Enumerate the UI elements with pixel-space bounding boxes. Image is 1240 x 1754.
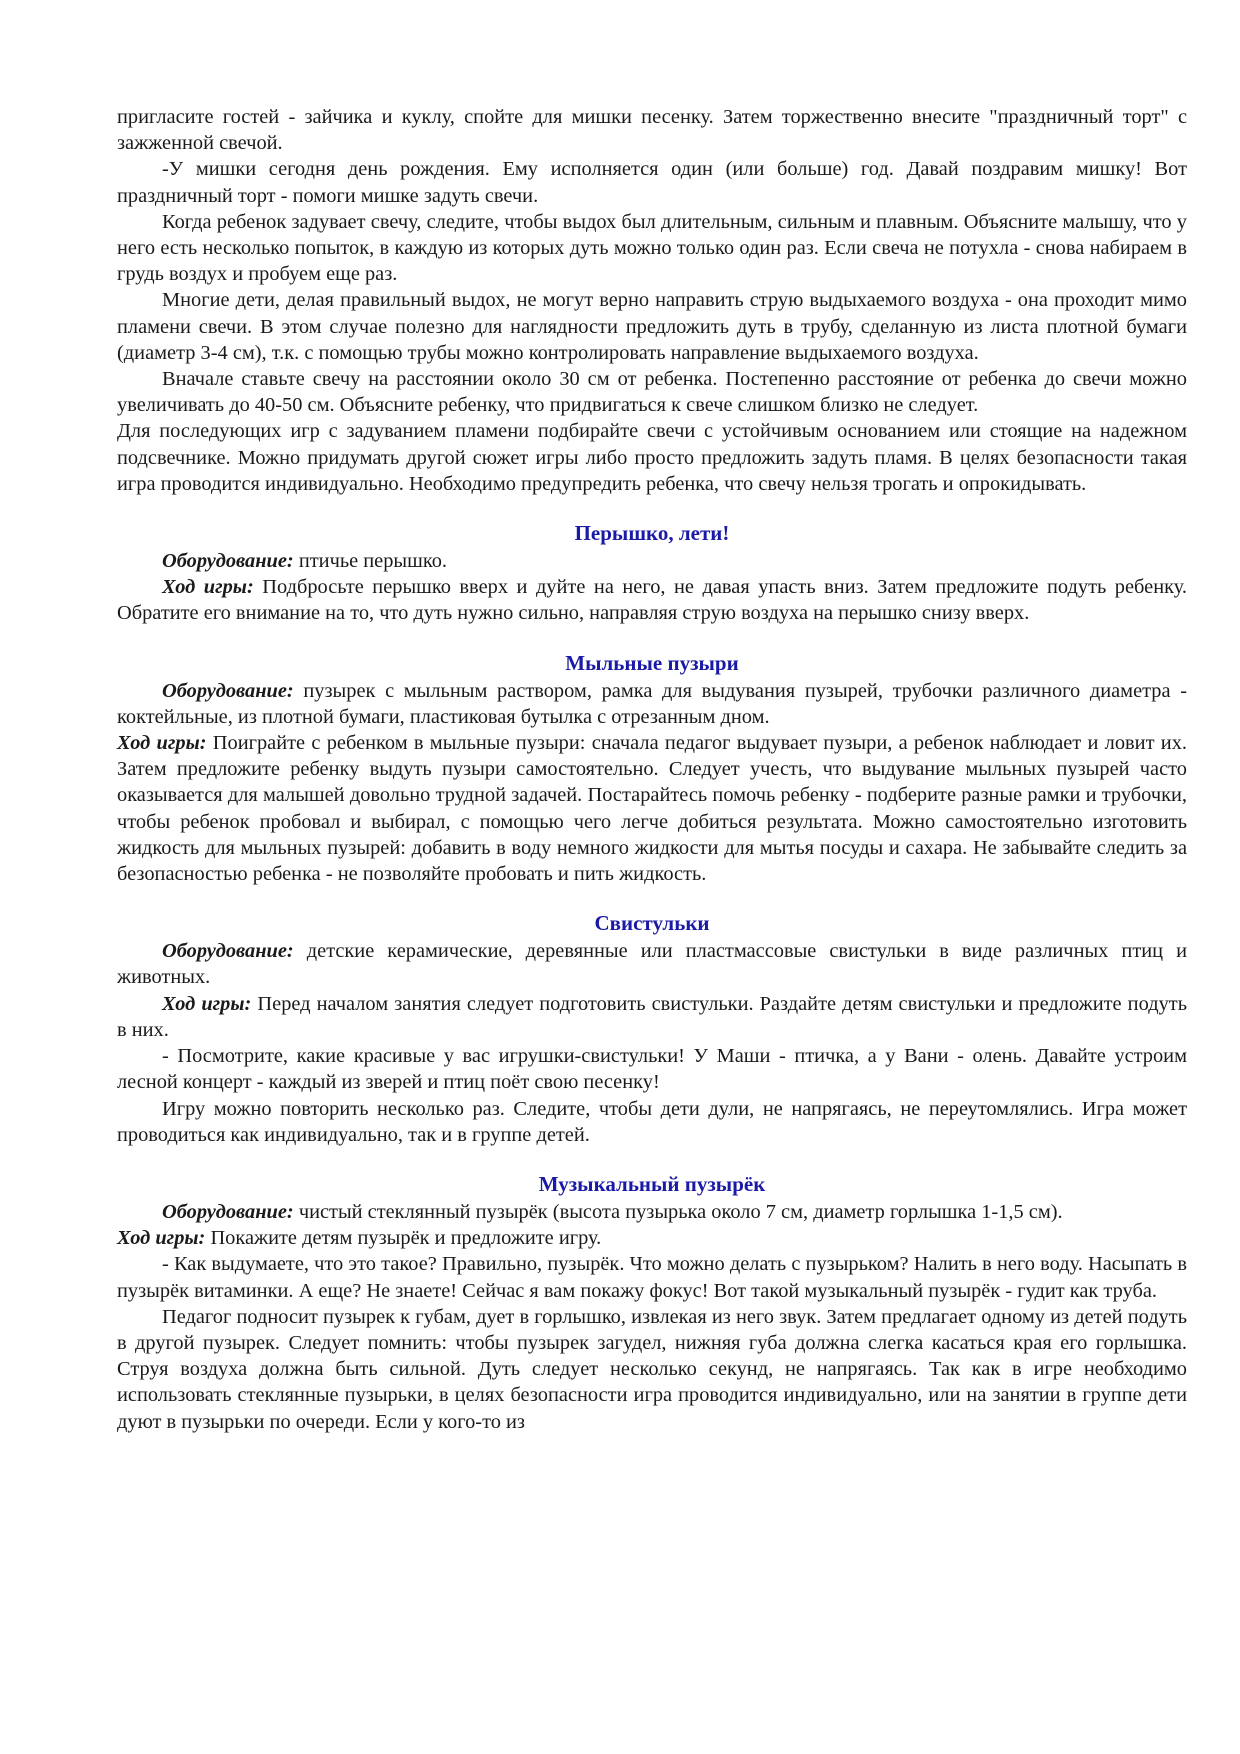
musical-equipment (117, 1199, 1187, 1225)
section-title-whistles: Свистульки (594, 911, 710, 936)
section-title-feather: Перышко, лети! (574, 521, 730, 546)
feather-process (117, 574, 1187, 626)
document-page (117, 104, 1187, 1435)
equipment-text: чистый стеклянный пузырёк (высота пузырька около 7 см, диаметр горлышка 1-1,5 см). (293, 1200, 1063, 1223)
musical-speech: - Как выдумаете, что это такое? Правильно, пузырёк. Что можно делать с пузырьком? Налить в него воду. Насыпать в пузырёк витаминки. А еще? Не знаете! Сейчас я вам покажу фокус! Вот такой музыкальный пузырёк - гудит как труба. (117, 1253, 1187, 1302)
musical-note: Педагог подносит пузырек к губам, дует в горлышко, извлекая из него звук. Затем предлагает одному из детей подуть в другой пузырек. Следует помнить: чтобы пузырек загудел, нижняя губа должна слегка касаться края его горлышка. Струя воздуха должна быть сильной. Дуть следует несколько секунд, не напрягаясь. Так как в игре необходимо использовать стеклянные пузырьки, в целях безопасности игра проводится индивидуально, или на занятии в группе дети дуют в пузырьки по очереди. Если у кого-то из (117, 1305, 1187, 1433)
section-title-musical: Музыкальный пузырёк (538, 1171, 766, 1196)
whistles-note: Игру можно повторить несколько раз. Следите, чтобы дети дули, не напрягаясь, не переутомлялись. Игра может проводиться как индивидуально, так и в группе детей. (117, 1097, 1187, 1146)
equipment-text: пузырек с мыльным раствором, рамка для выдувания пузырей, трубочки различного диаметра - коктейльные, из плотной бумаги, пластиковая бутылка с отрезанным дном. (117, 679, 1187, 728)
process-text: Перед началом занятия следует подготовить свистульки. Раздайте детям свистульки и предложите подуть в них. (117, 992, 1187, 1041)
equipment-label: Оборудование: (162, 940, 294, 963)
equipment-label: Оборудование: (162, 679, 294, 702)
section-title-bubbles: Мыльные пузыри (565, 650, 739, 675)
equipment-text: птичье перышко. (293, 550, 447, 573)
intro-paragraph: -У мишки сегодня день рождения. Ему исполняется один (или больше) год. Давай поздравим мишку! Вот праздничный торт - помоги мишке задуть свечи. (117, 158, 1187, 207)
process-label: Ход игры: (117, 1227, 206, 1250)
equipment-label: Оборудование: (162, 1200, 294, 1223)
intro-paragraph: Для последующих игр с задуванием пламени подбирайте свечи с устойчивым основанием или стоящие на надежном подсвечнике. Можно придумать другой сюжет игры либо просто предложить задуть пламя. В целях безопасности такая игра проводится индивидуально. Необходимо предупредить ребенка, что свечу нельзя трогать и опрокидывать. (117, 420, 1187, 495)
bubbles-equipment (117, 678, 1187, 730)
musical-process (117, 1225, 1187, 1251)
intro-paragraph: Когда ребенок задувает свечу, следите, чтобы выдох был длительным, сильным и плавным. Объясните малышу, что у него есть несколько попыток, в каждую из которых дуть можно только один раз. Если свеча не потухла - снова набираем в грудь воздух и пробуем еще раз. (117, 210, 1187, 286)
intro-paragraph: пригласите гостей - зайчика и куклу, спойте для мишки песенку. Затем торжественно внесите "праздничный торт" с зажженной свечой. (117, 106, 1187, 155)
whistles-process (117, 991, 1187, 1043)
process-label: Ход игры: (162, 992, 252, 1015)
equipment-label: Оборудование: (162, 550, 294, 573)
process-label: Ход игры: (162, 576, 254, 599)
intro-paragraph: Вначале ставьте свечу на расстоянии около 30 см от ребенка. Постепенно расстояние от ребенка до свечи можно увеличивать до 40-50 см. Объясните ребенку, что придвигаться к свече слишком близко не следует. (117, 368, 1187, 417)
process-text: Поиграйте с ребенком в мыльные пузыри: сначала педагог выдувает пузыри, а ребенок наблюдает и ловит их. Затем предложите ребенку выдуть пузыри самостоятельно. Следует учесть, что выдувание мыльных пузырей часто оказывается для малышей довольно трудной задачей. Постарайтесь помочь ребенку - подберите разные рамки и трубочки, чтобы ребенок пробовал и выбирал, с помощью чего легче добиться результата. Можно самостоятельно изготовить жидкость для мыльных пузырей: добавить в воду немного жидкости для мытья посуды и сахара. Не забывайте следить за безопасностью ребенка - не позволяйте пробовать и пить жидкость. (117, 732, 1187, 886)
intro-paragraph: Многие дети, делая правильный выдох, не могут верно направить струю выдыхаемого воздуха - она проходит мимо пламени свечи. В этом случае полезно для наглядности предложить дуть в трубу, сделанную из листа плотной бумаги (диаметр 3-4 см), т.к. с помощью трубы можно контролировать направление выдыхаемого воздуха. (117, 289, 1187, 364)
feather-equipment (117, 548, 1187, 574)
whistles-equipment (117, 938, 1187, 990)
whistles-speech: - Посмотрите, какие красивые у вас игрушки-свистульки! У Маши - птичка, а у Вани - олень. Давайте устроим лесной концерт - каждый из зверей и птиц поёт свою песенку! (117, 1045, 1187, 1094)
bubbles-process (117, 730, 1187, 887)
process-label: Ход игры: (117, 732, 207, 755)
equipment-text: детские керамические, деревянные или пластмассовые свистульки в виде различных птиц и животных. (117, 940, 1187, 989)
process-text: Подбросьте перышко вверх и дуйте на него, не давая упасть вниз. Затем предложите подуть ребенку. Обратите его внимание на то, что дуть нужно сильно, направляя струю воздуха на перышко снизу вверх. (117, 576, 1187, 625)
process-text: Покажите детям пузырёк и предложите игру. (205, 1227, 602, 1250)
